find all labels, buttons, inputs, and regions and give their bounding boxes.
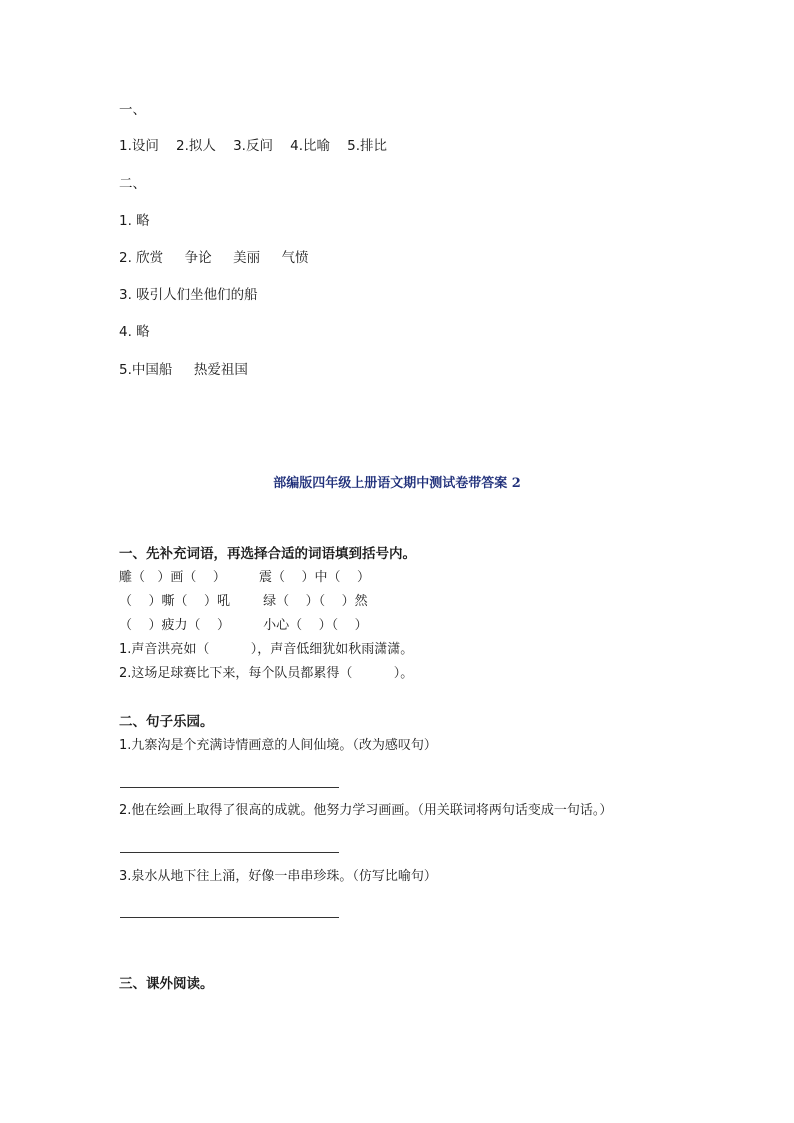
answer-section1-heading: 一、	[119, 102, 146, 118]
part2-question-3: 3.泉水从地下往上涌，好像一串串珍珠。（仿写比喻句）	[119, 869, 437, 884]
answer-blank-line-1	[120, 787, 339, 788]
part1-heading: 一、先补充词语，再选择合适的词语填到括号内。	[119, 546, 416, 562]
answer-section2-heading: 二、	[119, 176, 146, 192]
answer-section1-items: 1.设问 2.拟人 3.反问 4.比喻 5.排比	[119, 138, 388, 154]
answer-section2-item-2: 2. 欣赏 争论 美丽 气愤	[119, 250, 309, 266]
answer-section2-item-3: 3. 吸引人们坐他们的船	[119, 287, 258, 303]
part1-question-2: 2.这场足球赛比下来，每个队员都累得（ ）。	[119, 666, 414, 681]
part1-word-row-3: （ ）疲力（ ） 小心（ ）（ ）	[119, 618, 368, 633]
answer-section2-item-5: 5.中国船 热爱祖国	[119, 362, 248, 378]
answer-section2-item-4: 4. 略	[119, 324, 150, 340]
part3-heading: 三、课外阅读。	[119, 976, 214, 992]
part1-word-row-1: 雕（ ）画（ ） 震（ ）中（ ）	[119, 570, 371, 585]
part2-question-1: 1.九寨沟是个充满诗情画意的人间仙境。（改为感叹句）	[119, 738, 437, 753]
part2-heading: 二、句子乐园。	[119, 714, 214, 730]
part1-word-row-2: （ ）嘶（ ）吼 绿（ ）（ ）然	[119, 594, 368, 609]
part1-question-1: 1.声音洪亮如（ ），声音低细犹如秋雨潇潇。	[119, 642, 414, 657]
answer-section2-item-1: 1. 略	[119, 213, 150, 229]
part2-question-2: 2.他在绘画上取得了很高的成就。他努力学习画画。（用关联词将两句话变成一句话。）	[119, 803, 613, 818]
answer-blank-line-2	[120, 852, 339, 853]
answer-blank-line-3	[120, 917, 339, 918]
exam-title: 部编版四年级上册语文期中测试卷带答案 2	[273, 476, 521, 491]
